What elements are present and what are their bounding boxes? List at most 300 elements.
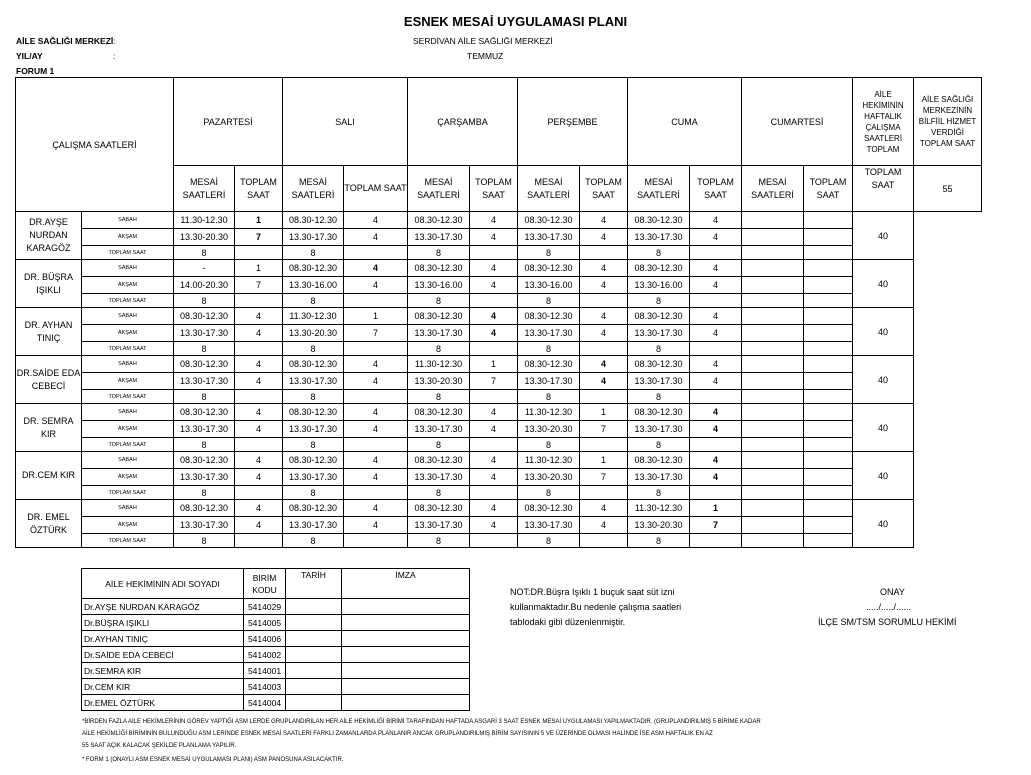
daily-total-cell: 8	[174, 486, 235, 500]
evening-hours-cell: 13.30-17.30	[518, 325, 580, 342]
footnote-line-3: 55 SAAT AÇIK KALACAK ŞEKİLDE PLANLAMA YAPILIR.	[82, 743, 237, 749]
morning-total-cell: 1	[580, 452, 628, 469]
row-label-total: TOPLAM SAAT	[82, 294, 174, 308]
morning-total-cell: 4	[344, 500, 408, 517]
form-label: FORUM 1	[16, 66, 55, 76]
morning-total-cell: 4	[580, 356, 628, 373]
approval-date: ...../...../......	[866, 602, 912, 612]
daily-total-cell: 8	[283, 390, 344, 404]
evening-hours-cell: 13.30-17.30	[628, 373, 690, 390]
morning-hours-cell: 08.30-12.30	[174, 356, 235, 373]
total-subheader: TOPLAM SAAT	[580, 166, 628, 212]
morning-total-cell: 4	[470, 308, 518, 325]
morning-total-cell: 4	[235, 452, 283, 469]
daily-total-spacer	[470, 294, 518, 308]
center-value: SERDİVAN AİLE SAĞLIĞI MERKEZİ	[413, 36, 553, 46]
weekly-total-value: 40	[853, 308, 914, 356]
evening-hours-cell: 13.30-17.30	[174, 325, 235, 342]
daily-total-spacer	[344, 438, 408, 452]
morning-total-cell: 4	[344, 452, 408, 469]
daily-total-cell	[742, 438, 804, 452]
morning-hours-cell: 11.30-12.30	[283, 308, 344, 325]
evening-hours-cell: 13.30-16.00	[628, 277, 690, 294]
unit-code-header: BİRİM KODU	[244, 569, 286, 599]
morning-hours-cell: 08.30-12.30	[408, 212, 470, 229]
total-subheader: TOPLAM SAAT	[344, 166, 408, 212]
morning-hours-cell: 11.30-12.30	[408, 356, 470, 373]
morning-total-cell: 1	[235, 212, 283, 229]
signature-row-sign	[342, 599, 470, 615]
morning-total-cell: 4	[344, 404, 408, 421]
doctor-name: DR.AYŞE NURDAN KARAGÖZ	[16, 212, 82, 260]
row-label-evening: AKŞAM	[82, 469, 174, 486]
morning-total-cell: 4	[344, 260, 408, 277]
morning-total-cell: 1	[470, 356, 518, 373]
total-subheader: TOPLAM SAAT	[235, 166, 283, 212]
evening-hours-cell: 13.30-17.30	[408, 517, 470, 534]
daily-total-spacer	[580, 438, 628, 452]
daily-total-spacer	[580, 342, 628, 356]
signature-header: İMZA	[342, 569, 470, 599]
row-label-evening: AKŞAM	[82, 229, 174, 246]
footnote-line-1: *BİRDEN FAZLA AİLE HEKİMLERİNİN GÖREV YAPTIĞI ASM LERDE GRUPLANDIRILAN HER AİLE HEKİMLİĞİ BİRİMİ TARAFINDAN HAFTADA ASGARİ 3 SAAT ESNEK MESAİ UYGULAMASI YAPILMAKTADIR. (GRUPLANDIRILMIŞ 5 BİRİME KADAR	[82, 719, 761, 725]
morning-total-cell: 4	[470, 212, 518, 229]
weekly-total-value: 40	[853, 356, 914, 404]
row-label-morning: SABAH	[82, 500, 174, 517]
daily-total-cell	[742, 246, 804, 260]
morning-total-cell	[804, 212, 853, 229]
daily-total-cell: 8	[283, 534, 344, 548]
morning-total-cell: 4	[470, 260, 518, 277]
morning-hours-cell: 08.30-12.30	[518, 212, 580, 229]
evening-total-cell: 4	[344, 373, 408, 390]
daily-total-cell: 8	[174, 534, 235, 548]
morning-hours-cell: 08.30-12.30	[518, 260, 580, 277]
daily-total-spacer	[804, 534, 853, 548]
date-header: TARİH	[286, 569, 342, 599]
morning-hours-cell: 08.30-12.30	[174, 308, 235, 325]
evening-hours-cell: 13.30-17.30	[174, 421, 235, 438]
row-label-total: TOPLAM SAAT	[82, 534, 174, 548]
evening-total-cell	[804, 421, 853, 438]
row-label-total: TOPLAM SAAT	[82, 438, 174, 452]
signature-row-sign	[342, 679, 470, 695]
morning-total-cell: 4	[344, 212, 408, 229]
daily-total-spacer	[690, 342, 742, 356]
evening-hours-cell: 13.30-17.30	[628, 325, 690, 342]
evening-hours-cell: 13.30-17.30	[283, 373, 344, 390]
doctor-name: DR. AYHAN TINIÇ	[16, 308, 82, 356]
daily-total-cell: 8	[518, 534, 580, 548]
morning-hours-cell: 11.30-12.30	[518, 404, 580, 421]
daily-total-cell	[742, 294, 804, 308]
daily-total-spacer	[690, 438, 742, 452]
evening-total-cell: 7	[580, 469, 628, 486]
daily-total-spacer	[690, 294, 742, 308]
morning-total-cell: 4	[580, 260, 628, 277]
morning-total-cell: 4	[690, 404, 742, 421]
daily-total-spacer	[470, 438, 518, 452]
evening-total-cell: 7	[580, 421, 628, 438]
doctor-name: DR. SEMRA KIR	[16, 404, 82, 452]
evening-total-cell: 4	[690, 421, 742, 438]
evening-total-cell: 4	[235, 373, 283, 390]
signature-row-date	[286, 647, 342, 663]
hours-subheader: MESAİ SAATLERİ	[174, 166, 235, 212]
morning-total-cell	[804, 308, 853, 325]
doctor-name: DR.SAİDE EDA CEBECİ	[16, 356, 82, 404]
row-label-evening: AKŞAM	[82, 421, 174, 438]
hours-subheader: MESAİ SAATLERİ	[742, 166, 804, 212]
daily-total-spacer	[804, 438, 853, 452]
morning-total-cell: 4	[580, 308, 628, 325]
morning-hours-cell: 08.30-12.30	[283, 260, 344, 277]
evening-total-cell: 4	[235, 325, 283, 342]
evening-hours-cell: 13.30-17.30	[283, 469, 344, 486]
daily-total-spacer	[344, 390, 408, 404]
center-colon: :	[113, 36, 116, 46]
signature-row-code: 5414004	[244, 695, 286, 711]
daily-total-spacer	[344, 486, 408, 500]
signature-row-code: 5414002	[244, 647, 286, 663]
evening-hours-cell: 13.30-17.30	[174, 469, 235, 486]
daily-total-cell: 8	[408, 390, 470, 404]
daily-total-cell: 8	[518, 342, 580, 356]
evening-total-cell: 7	[235, 277, 283, 294]
evening-hours-cell	[742, 229, 804, 246]
evening-hours-cell	[742, 421, 804, 438]
row-label-morning: SABAH	[82, 212, 174, 229]
evening-hours-cell: 13.30-17.30	[408, 469, 470, 486]
evening-total-cell: 4	[235, 421, 283, 438]
morning-hours-cell: 08.30-12.30	[408, 452, 470, 469]
total-subheader: TOPLAM SAAT	[690, 166, 742, 212]
evening-total-cell: 4	[580, 229, 628, 246]
signature-row-name: Dr.SAİDE EDA CEBECİ	[82, 647, 244, 663]
morning-hours-cell: 08.30-12.30	[628, 308, 690, 325]
signature-row-name: Dr.BÜŞRA IŞIKLI	[82, 615, 244, 631]
daily-total-cell: 8	[174, 342, 235, 356]
evening-total-cell: 4	[580, 373, 628, 390]
daily-total-cell: 8	[174, 294, 235, 308]
weekly-total-value: 40	[853, 212, 914, 260]
morning-hours-cell: 08.30-12.30	[518, 308, 580, 325]
morning-hours-cell: 08.30-12.30	[408, 404, 470, 421]
daily-total-spacer	[344, 294, 408, 308]
note-line-2: kullanmaktadır.Bu nedenle çalışma saatleri	[510, 602, 682, 612]
daily-total-cell: 8	[408, 534, 470, 548]
day-header-tuesday: SALI	[283, 78, 408, 166]
morning-hours-cell: 08.30-12.30	[408, 260, 470, 277]
approval-signer: İLÇE SM/TSM SORUMLU HEKİMİ	[818, 617, 957, 627]
morning-hours-cell: 08.30-12.30	[628, 452, 690, 469]
evening-hours-cell: 13.30-20.30	[518, 469, 580, 486]
evening-hours-cell: 13.30-17.30	[628, 421, 690, 438]
evening-total-cell: 4	[580, 325, 628, 342]
morning-total-cell: 4	[235, 308, 283, 325]
evening-total-cell: 4	[470, 229, 518, 246]
morning-hours-cell: 08.30-12.30	[283, 212, 344, 229]
signature-row-name: Dr.AYŞE NURDAN KARAGÖZ	[82, 599, 244, 615]
evening-hours-cell: 13.30-17.30	[628, 469, 690, 486]
daily-total-spacer	[470, 534, 518, 548]
evening-total-cell: 4	[235, 469, 283, 486]
doctor-name: DR.CEM KIR	[16, 452, 82, 500]
daily-total-spacer	[690, 534, 742, 548]
daily-total-spacer	[804, 342, 853, 356]
daily-total-cell	[742, 534, 804, 548]
evening-total-cell	[804, 517, 853, 534]
morning-total-cell: 4	[470, 452, 518, 469]
evening-total-cell: 4	[344, 421, 408, 438]
daily-total-spacer	[235, 438, 283, 452]
evening-total-cell: 7	[470, 373, 518, 390]
evening-hours-cell: 13.30-20.30	[174, 229, 235, 246]
signature-row-name: Dr.CEM KIR	[82, 679, 244, 695]
daily-total-cell: 8	[518, 246, 580, 260]
weekly-total-subheader: TOPLAM SAAT	[853, 166, 914, 212]
daily-total-spacer	[804, 486, 853, 500]
physician-name-header: AİLE HEKİMİNİN ADI SOYADI	[82, 569, 244, 599]
row-label-total: TOPLAM SAAT	[82, 246, 174, 260]
morning-hours-cell: 11.30-12.30	[628, 500, 690, 517]
evening-hours-cell: 13.30-17.30	[408, 421, 470, 438]
hours-subheader: MESAİ SAATLERİ	[283, 166, 344, 212]
daily-total-cell	[742, 390, 804, 404]
signature-row-code: 5414003	[244, 679, 286, 695]
daily-total-cell: 8	[628, 390, 690, 404]
morning-hours-cell: 11.30-12.30	[518, 452, 580, 469]
evening-total-cell: 4	[344, 469, 408, 486]
daily-total-cell: 8	[174, 246, 235, 260]
morning-total-cell: 4	[690, 212, 742, 229]
signature-row-code: 5414001	[244, 663, 286, 679]
signature-row-sign	[342, 695, 470, 711]
morning-hours-cell: 08.30-12.30	[283, 356, 344, 373]
day-header-thursday: PERŞEMBE	[518, 78, 628, 166]
evening-hours-cell: 13.30-17.30	[174, 373, 235, 390]
morning-total-cell: 1	[235, 260, 283, 277]
morning-total-cell: 4	[235, 500, 283, 517]
evening-total-cell	[804, 277, 853, 294]
signature-table	[81, 568, 470, 711]
daily-total-spacer	[804, 390, 853, 404]
center-label: AİLE SAĞLIĞI MERKEZİ	[16, 36, 114, 46]
row-label-morning: SABAH	[82, 356, 174, 373]
morning-total-cell: 4	[580, 212, 628, 229]
morning-total-cell: 4	[344, 356, 408, 373]
daily-total-cell: 8	[408, 486, 470, 500]
daily-total-spacer	[690, 246, 742, 260]
evening-total-cell: 4	[344, 229, 408, 246]
evening-hours-cell: 13.30-20.30	[518, 421, 580, 438]
daily-total-cell: 8	[174, 390, 235, 404]
period-label: YIL/AY	[16, 51, 43, 61]
daily-total-cell: 8	[283, 294, 344, 308]
signature-row-sign	[342, 631, 470, 647]
morning-hours-cell	[742, 356, 804, 373]
morning-total-cell	[804, 260, 853, 277]
daily-total-spacer	[804, 294, 853, 308]
evening-total-cell: 4	[580, 277, 628, 294]
morning-total-cell: 4	[690, 308, 742, 325]
evening-total-cell: 4	[470, 277, 518, 294]
evening-hours-cell	[742, 517, 804, 534]
evening-total-cell: 7	[690, 517, 742, 534]
day-header-saturday: CUMARTESİ	[742, 78, 853, 166]
row-label-morning: SABAH	[82, 404, 174, 421]
evening-total-cell: 7	[344, 325, 408, 342]
total-subheader: TOPLAM SAAT	[804, 166, 853, 212]
daily-total-spacer	[235, 246, 283, 260]
daily-total-spacer	[690, 390, 742, 404]
day-header-monday: PAZARTESİ	[174, 78, 283, 166]
morning-hours-cell: 08.30-12.30	[628, 260, 690, 277]
signature-row-date	[286, 615, 342, 631]
signature-row-code: 5414005	[244, 615, 286, 631]
daily-total-cell: 8	[283, 342, 344, 356]
morning-hours-cell: 11.30-12.30	[174, 212, 235, 229]
row-label-total: TOPLAM SAAT	[82, 342, 174, 356]
evening-total-cell: 4	[470, 469, 518, 486]
row-label-morning: SABAH	[82, 308, 174, 325]
evening-hours-cell: 13.30-17.30	[518, 517, 580, 534]
day-header-wednesday: ÇARŞAMBA	[408, 78, 518, 166]
daily-total-cell: 8	[628, 534, 690, 548]
signature-row-code: 5414006	[244, 631, 286, 647]
morning-total-cell	[804, 356, 853, 373]
evening-hours-cell: 13.30-20.30	[283, 325, 344, 342]
morning-hours-cell: -	[174, 260, 235, 277]
morning-hours-cell: 08.30-12.30	[174, 452, 235, 469]
morning-hours-cell: 08.30-12.30	[174, 500, 235, 517]
morning-hours-cell: 08.30-12.30	[283, 500, 344, 517]
daily-total-spacer	[235, 390, 283, 404]
morning-total-cell	[804, 452, 853, 469]
doctor-name: DR. BÜŞRA IŞIKLI	[16, 260, 82, 308]
morning-total-cell: 4	[470, 404, 518, 421]
daily-total-cell: 8	[628, 246, 690, 260]
evening-hours-cell	[742, 373, 804, 390]
evening-hours-cell: 13.30-17.30	[628, 229, 690, 246]
weekly-total-header: AİLE HEKİMİNİN HAFTALIK ÇALIŞMA SAATLERİ TOPLAM	[853, 78, 914, 166]
daily-total-cell	[742, 342, 804, 356]
signature-row-date	[286, 599, 342, 615]
center-total-header: AİLE SAĞLIĞI MERKEZİNİN BİLFİİL HİZMET VERDİĞİ TOPLAM SAAT	[914, 78, 982, 166]
evening-total-cell: 4	[690, 277, 742, 294]
hours-subheader: MESAİ SAATLERİ	[518, 166, 580, 212]
daily-total-spacer	[470, 486, 518, 500]
morning-total-cell: 1	[580, 404, 628, 421]
morning-hours-cell: 08.30-12.30	[283, 452, 344, 469]
daily-total-spacer	[580, 294, 628, 308]
signature-row-date	[286, 695, 342, 711]
daily-total-spacer	[690, 486, 742, 500]
evening-total-cell: 4	[690, 325, 742, 342]
evening-hours-cell: 13.30-17.30	[408, 229, 470, 246]
approval-label: ONAY	[880, 587, 905, 597]
evening-hours-cell: 13.30-20.30	[628, 517, 690, 534]
morning-total-cell: 4	[690, 452, 742, 469]
period-value: TEMMUZ	[467, 51, 504, 61]
evening-hours-cell	[742, 325, 804, 342]
morning-total-cell: 4	[580, 500, 628, 517]
signature-row-date	[286, 663, 342, 679]
evening-hours-cell: 13.30-17.30	[408, 325, 470, 342]
daily-total-cell: 8	[408, 246, 470, 260]
schedule-table	[15, 77, 982, 548]
row-label-morning: SABAH	[82, 260, 174, 277]
evening-hours-cell: 13.30-20.30	[408, 373, 470, 390]
signature-row-code: 5414029	[244, 599, 286, 615]
morning-total-cell: 4	[690, 356, 742, 373]
morning-hours-cell	[742, 308, 804, 325]
evening-total-cell: 4	[690, 373, 742, 390]
daily-total-spacer	[580, 246, 628, 260]
page-title: ESNEK MESAİ UYGULAMASI PLANI	[403, 14, 628, 29]
morning-total-cell	[804, 404, 853, 421]
daily-total-spacer	[235, 486, 283, 500]
evening-hours-cell: 13.30-17.30	[518, 373, 580, 390]
morning-total-cell: 4	[235, 356, 283, 373]
evening-hours-cell: 14.00-20.30	[174, 277, 235, 294]
signature-row-name: Dr.EMEL ÖZTÜRK	[82, 695, 244, 711]
morning-hours-cell	[742, 260, 804, 277]
evening-total-cell: 4	[344, 517, 408, 534]
doctor-name: DR. EMEL ÖZTÜRK	[16, 500, 82, 548]
daily-total-cell: 8	[518, 390, 580, 404]
total-subheader: TOPLAM SAAT	[470, 166, 518, 212]
morning-total-cell: 4	[690, 260, 742, 277]
daily-total-cell: 8	[408, 438, 470, 452]
daily-total-spacer	[580, 390, 628, 404]
weekly-total-value: 40	[853, 260, 914, 308]
day-header-friday: CUMA	[628, 78, 742, 166]
morning-total-cell: 4	[470, 500, 518, 517]
daily-total-cell: 8	[628, 294, 690, 308]
daily-total-cell: 8	[628, 486, 690, 500]
evening-total-cell	[804, 373, 853, 390]
evening-hours-cell: 13.30-16.00	[408, 277, 470, 294]
evening-hours-cell: 13.30-17.30	[518, 229, 580, 246]
note-line-1: NOT:DR.Büşra Işıklı 1 buçuk saat süt izni	[510, 587, 675, 597]
evening-total-cell: 4	[470, 325, 518, 342]
weekly-total-value: 40	[853, 452, 914, 500]
morning-total-cell: 1	[690, 500, 742, 517]
daily-total-spacer	[344, 534, 408, 548]
daily-total-spacer	[470, 390, 518, 404]
daily-total-cell: 8	[518, 486, 580, 500]
daily-total-cell: 8	[628, 342, 690, 356]
morning-hours-cell: 08.30-12.30	[408, 500, 470, 517]
evening-hours-cell	[742, 469, 804, 486]
row-label-evening: AKŞAM	[82, 277, 174, 294]
evening-total-cell: 4	[470, 421, 518, 438]
evening-hours-cell: 13.30-17.30	[283, 421, 344, 438]
signature-row-date	[286, 631, 342, 647]
evening-total-cell	[804, 325, 853, 342]
morning-hours-cell	[742, 452, 804, 469]
daily-total-spacer	[580, 534, 628, 548]
daily-total-spacer	[344, 246, 408, 260]
evening-total-cell: 4	[690, 229, 742, 246]
daily-total-spacer	[235, 342, 283, 356]
evening-total-cell: 4	[235, 517, 283, 534]
daily-total-cell: 8	[408, 342, 470, 356]
daily-total-spacer	[235, 294, 283, 308]
morning-hours-cell	[742, 404, 804, 421]
daily-total-spacer	[344, 342, 408, 356]
